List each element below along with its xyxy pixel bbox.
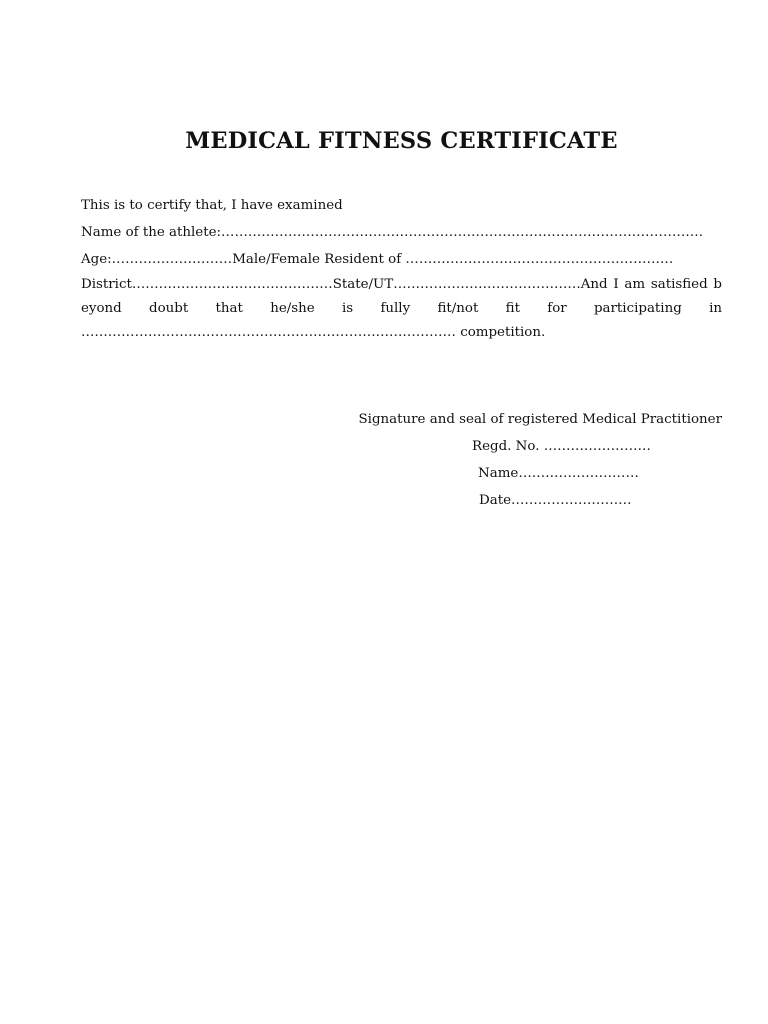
intro-text: This is to certify that, I have examined <box>81 198 343 213</box>
signature-title: Signature and seal of registered Medical Practitioner <box>358 412 722 427</box>
date-line: Date……………………… <box>479 493 632 508</box>
age-resident-line: Age:………………………Male/Female Resident of …………………………………………………… <box>81 252 674 267</box>
registration-number-line: Regd. No. …………………… <box>472 439 651 454</box>
practitioner-name-line: Name……………………… <box>478 466 639 481</box>
athlete-name-line: Name of the athlete:……………………………………………………………………………………………… <box>81 225 704 240</box>
page-title: MEDICAL FITNESS CERTIFICATE <box>185 128 618 154</box>
certification-paragraph: District………………………………………State/UT……………………………………And I am satisfied beyond doubt that he/she is fully fit/not fit for participating in ………………………………………………………………………… competition. <box>81 277 722 340</box>
